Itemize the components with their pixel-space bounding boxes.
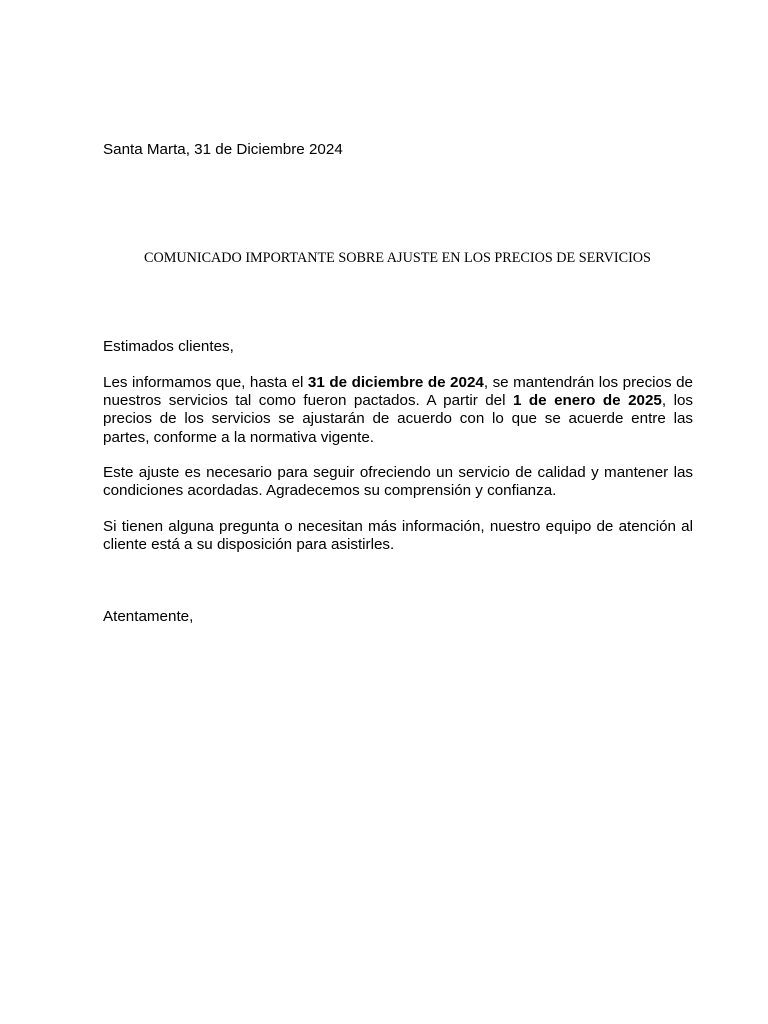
paragraph-text: , se mantendrán los precios de nuestros servicios tal como fueron pactados. A partir del xyxy=(103,374,694,410)
bold-date-start: 1 de enero de 2025 xyxy=(512,392,662,410)
closing: Atentamente, xyxy=(103,608,194,625)
bold-date-end: 31 de diciembre de 2024 xyxy=(307,374,484,391)
paragraph-reason: Este ajuste es necesario para seguir ofreciendo un servicio de calidad y mantener las condiciones acordadas. Agradecemos su comprensión y confianza. xyxy=(103,464,693,500)
paragraph-text: , los precios de los servicios se ajustarán de acuerdo con lo que se acuerde entre las partes, conforme a la normativa vigente. xyxy=(103,392,693,446)
document-title: COMUNICADO IMPORTANTE SOBRE AJUSTE EN LOS PRECIOS DE SERVICIOS xyxy=(144,250,651,266)
greeting: Estimados clientes, xyxy=(103,338,234,355)
date-line: Santa Marta, 31 de Diciembre 2024 xyxy=(103,141,343,158)
paragraph-contact: Si tienen alguna pregunta o necesitan más información, nuestro equipo de atención al cliente está a su disposición para asistirles. xyxy=(103,518,693,554)
paragraph-price-notice xyxy=(103,374,693,447)
paragraph-text: Les informamos que, hasta el xyxy=(103,374,308,391)
